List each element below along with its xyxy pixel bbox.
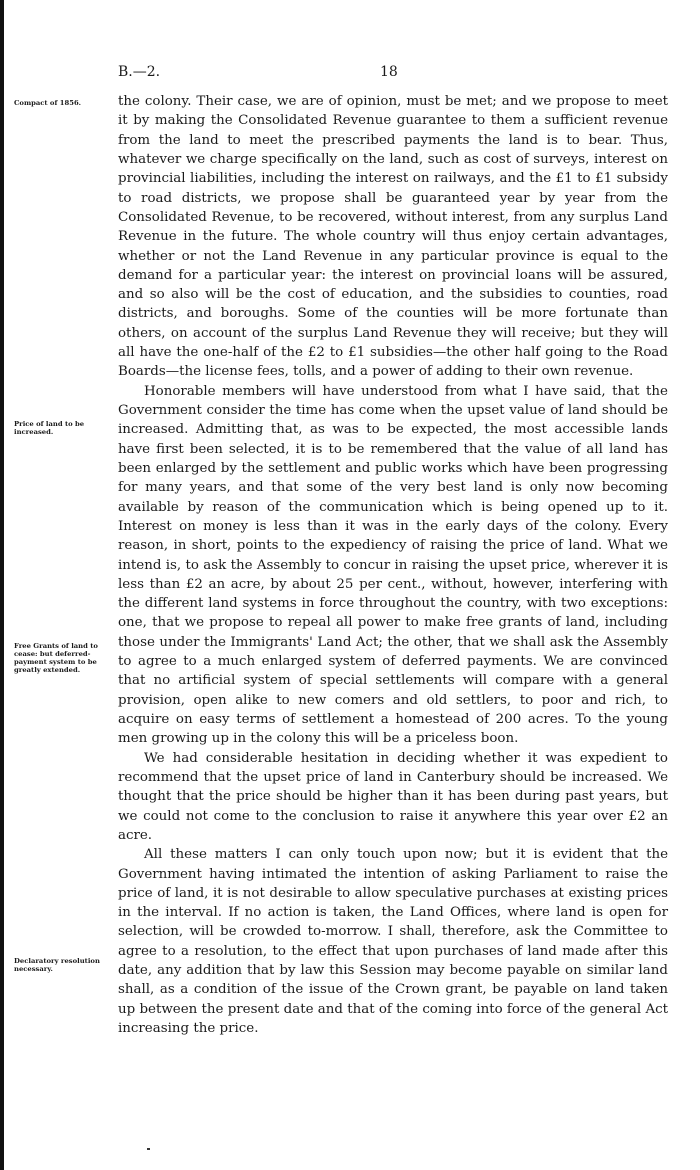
print-speck (147, 1148, 150, 1150)
margin-note-compact: Compact of 1856. (14, 99, 82, 107)
page-number: 18 (380, 64, 398, 80)
left-margin-rule (0, 0, 4, 1170)
margin-note-free-grants: Free Grants of land to cease: but deferred-payment system to be greatly extended. (14, 642, 98, 674)
paragraph: We had considerable hesitation in deciding whether it was expedient to recommend that the upset price of land in Canterbury should be increased. We thought that the price should be higher than it has been during past years, but we could not come to the conclusion to raise it anywhere this year over £2 an acre. (118, 750, 668, 843)
margin-note-price-increase: Price of land to be increased. (14, 420, 85, 436)
document-reference: B.—2. (118, 64, 161, 80)
paragraph: Honorable members will have understood from what I have said, that the Government consider the time has come when the upset value of land should be increased. Admitting that, as was to be expected, the most accessible lands have first been selected, it is to be remembered that the value of all land has been enlarged by the settlement and public works which have been progressing for many years, and that some of the very best land is only now becoming available by reason of the communication which is being opened up to it. Interest on money is less than it was in the early days of the colony. Every reason, in short, points to the expediency of raising the price of land. What we intend is, to ask the Assembly to concur in raising the upset price, wherever it is less than £2 an acre, by about 25 per cent., without, however, interfering with the different land systems in force throughout the country, with two exceptions: one, that we propose to repeal all power to make free grants of land, including those under the Immigrants' Land Act; the other, that we shall ask the Assembly to agree to a much enlarged system of deferred payments. We are convinced that no artificial system of special settlements will compare with a general provision, open alike to new comers and old settlers, to poor and rich, to acquire on easy terms of settlement a homestead of 200 acres. To the young men growing up in the colony this will be a priceless boon. (118, 383, 668, 747)
page-header (118, 64, 668, 84)
body-text (118, 92, 668, 1038)
paragraph: the colony. Their case, we are of opinion, must be met; and we propose to meet it by making the Consolidated Revenue guarantee to them a sufficient revenue from the land to meet the prescribed payments the land is to bear. Thus, whatever we charge specifically on the land, such as cost of surveys, interest on provincial liabilities, including the interest on railways, and the £1 to £1 subsidy to road districts, we propose shall be guaranteed year by year from the Consolidated Revenue, to be recovered, without interest, from any surplus Land Revenue in the future. The whole country will thus enjoy certain advantages, whether or not the Land Revenue in any particular province is equal to the demand for a particular year: the interest on provincial loans will be assured, and so also will be the cost of education, and the subsidies to counties, road districts, and boroughs. Some of the counties will be more fortunate than others, on account of the surplus Land Revenue they will receive; but they will all have the one-half of the £2 to £1 subsidies—the other half going to the Road Boards—the license fees, tolls, and a power of adding to their own revenue. (118, 94, 668, 380)
margin-note-declaratory-resolution: Declaratory resolution necessary. (14, 957, 100, 973)
paragraph: All these matters I can only touch upon now; but it is evident that the Government having intimated the intention of asking Parliament to raise the price of land, it is not desirable to allow speculative purchases at existing prices in the interval. If no action is taken, the Land Offices, where land is open for selection, will be crowded to-morrow. I shall, therefore, ask the Committee to agree to a resolution, to the effect that upon purchases of land made after this date, any addition that by law this Session may become payable on similar land shall, as a condition of the issue of the Crown grant, be payable on land taken up between the present date and that of the coming into force of the general Act increasing the price. (118, 847, 668, 1036)
